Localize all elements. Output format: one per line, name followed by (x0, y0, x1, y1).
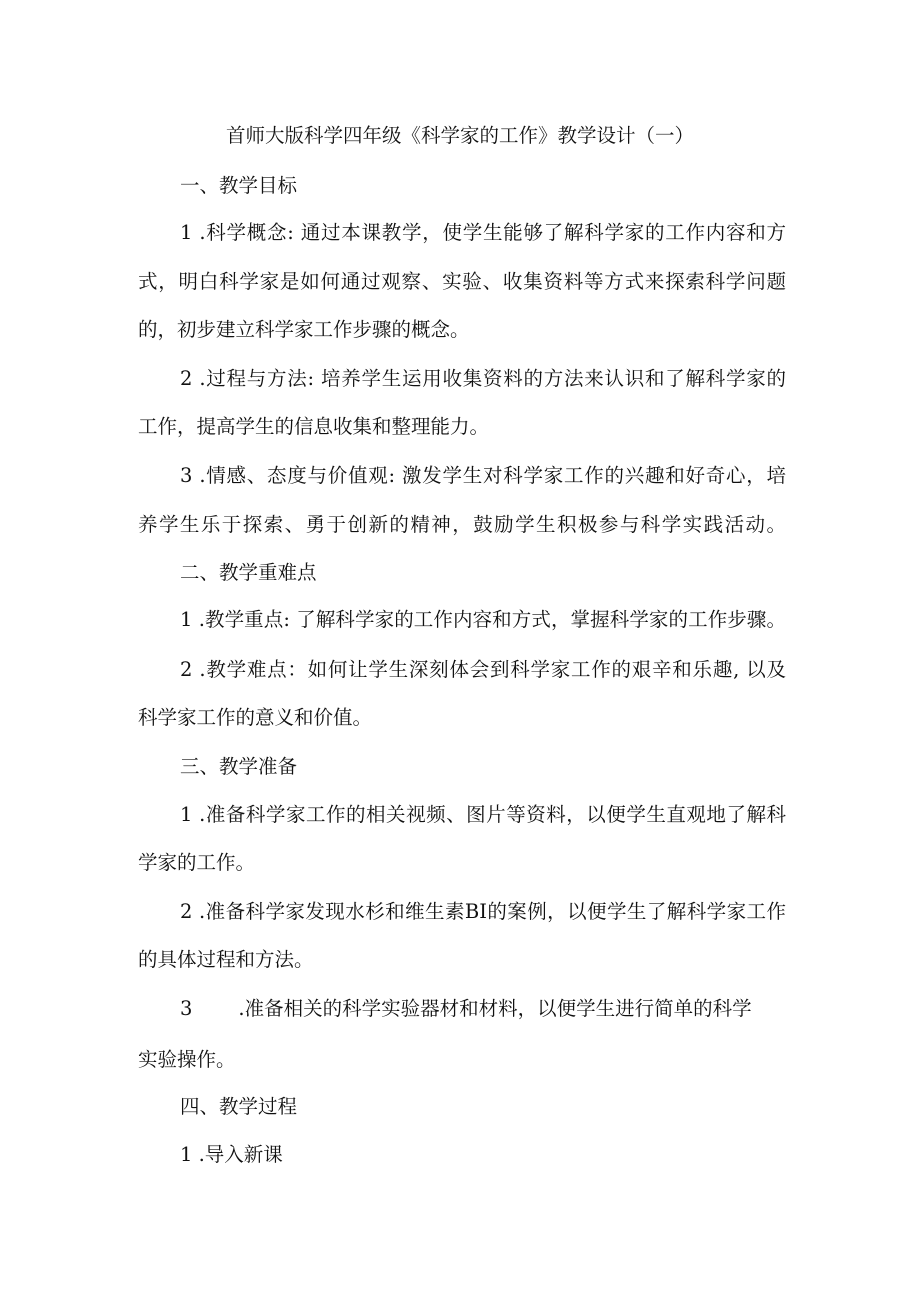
paragraph-line: 学家的工作。 (138, 851, 256, 874)
paragraph-line: 养学生乐于探索、勇于创新的精神，鼓励学生积极参与科学实践活动。 (138, 513, 786, 536)
paragraph-line: 1 .导入新课 (180, 1143, 283, 1166)
paragraph-line: 实验操作。 (138, 1048, 236, 1071)
paragraph-line: 2 .准备科学家发现水杉和维生素BI的案例，以便学生了解科学家工作 (180, 900, 786, 923)
paragraph-line: 式，明白科学家是如何通过观察、实验、收集资料等方式来探索科学问题 (138, 270, 786, 293)
paragraph-line: 1 .教学重点: 了解科学家的工作内容和方式，掌握科学家的工作步骤。 (180, 608, 786, 631)
item-number: 3 (180, 997, 193, 1020)
document-title: 首师大版科学四年级《科学家的工作》教学设计（一） (225, 124, 694, 147)
section-heading-key-points: 二、教学重难点 (180, 561, 317, 584)
section-heading-preparation: 三、教学准备 (180, 755, 298, 778)
paragraph-line: 2 .教学难点：如何让学生深刻体会到科学家工作的艰辛和乐趣, 以及 (180, 658, 786, 681)
paragraph-line: 科学家工作的意义和价值。 (138, 706, 373, 729)
paragraph-line (180, 995, 752, 1023)
paragraph-line: 的具体过程和方法。 (138, 948, 314, 971)
paragraph-line: 1 .准备科学家工作的相关视频、图片等资料，以便学生直观地了解科 (180, 803, 786, 826)
item-text: .准备相关的科学实验器材和材料，以便学生进行简单的科学 (238, 997, 752, 1020)
paragraph-line: 1 .科学概念: 通过本课教学，使学生能够了解科学家的工作内容和方 (180, 221, 786, 244)
paragraph-line: 3 .情感、态度与价值观: 激发学生对科学家工作的兴趣和好奇心，培 (180, 464, 786, 487)
paragraph-line: 2 .过程与方法: 培养学生运用收集资料的方法来认识和了解科学家的 (180, 367, 786, 390)
section-heading-process: 四、教学过程 (180, 1095, 298, 1118)
paragraph-line: 的，初步建立科学家工作步骤的概念。 (138, 318, 470, 341)
paragraph-line: 工作，提高学生的信息收集和整理能力。 (138, 415, 490, 438)
section-heading-objectives: 一、教学目标 (180, 174, 298, 197)
